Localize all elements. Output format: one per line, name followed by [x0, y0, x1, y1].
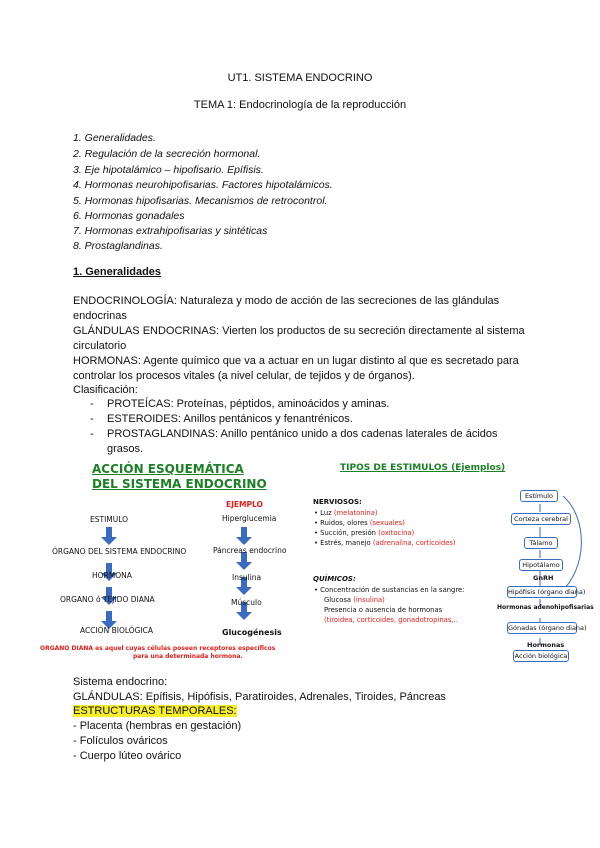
temporal-item: - Placenta (hembras en gestación)	[73, 720, 242, 732]
chemical-line: • Concentración de sustancias en la sangre:	[314, 586, 465, 594]
bullet-esteroides: ESTEROIDES: Anillos pentánicos y fenantrénicos.	[107, 413, 353, 425]
flow-box: Acción biológica	[514, 652, 568, 660]
temporal-item: - Cuerpo lúteo ovárico	[73, 750, 182, 762]
chain-step: ACCIÓN BIOLÓGICA	[80, 626, 154, 635]
doc-title: UT1. SISTEMA ENDOCRINO	[227, 72, 373, 84]
chain-step: ESTIMULO	[90, 515, 129, 524]
chemical-list	[314, 585, 464, 625]
flow-label: Hormonas	[527, 641, 565, 649]
nervous-list	[314, 508, 456, 548]
bullet-prostaglandinas: PROSTAGLANDINAS: Anillo pentánico unido a dos cadenas laterales de ácidos grasos.	[107, 428, 498, 455]
figure-footnote-line1: ORGANO DIANA es aquel cuyas células poseen receptores específicos	[40, 645, 276, 652]
index-item: 4. Hormonas neurohipofisarias. Factores hipotalámicos.	[73, 179, 333, 191]
figure-title-line1: ACCIÓN ESQUEMÁTICA	[92, 462, 244, 476]
paragraph-hormonas: HORMONAS: Agente químico que va a actuar en un lugar distinto al que es secretado para controlar los procesos vitales (a nivel celular, de tejidos y de órganos).	[73, 355, 519, 382]
estructuras-temporales-label: ESTRUCTURAS TEMPORALES:	[73, 705, 237, 717]
paragraph-clasificacion: Clasificación:	[73, 384, 138, 396]
example-step: Hiperglucemia	[222, 514, 277, 523]
nervous-item: • Succión, presión (oxitocina)	[314, 529, 415, 537]
paragraph-endocrinologia: ENDOCRINOLOGÍA: Naturaleza y modo de acción de las secreciones de las glándulas endocrinas	[73, 295, 500, 322]
section-heading: 1. Generalidades	[73, 266, 162, 278]
bullet-dash: -	[90, 428, 94, 440]
sistema-endocrino-line: Sistema endocrino:	[73, 676, 168, 688]
example-step: Páncreas endocrino	[213, 546, 287, 555]
example-step: Músculo	[231, 598, 262, 607]
index-item: 5. Hormonas hipofisarias. Mecanismos de retrocontrol.	[73, 195, 328, 207]
index-item: 2. Regulación de la secreción hormonal.	[73, 148, 261, 160]
example-step: Insulina	[232, 573, 262, 582]
bullet-dash: -	[90, 398, 94, 410]
example-step: Glucogénesis	[222, 628, 282, 637]
nervous-label: NERVIOSOS:	[313, 498, 362, 506]
index-item: 1. Generalidades.	[73, 132, 156, 144]
glandulas-line: GLÁNDULAS: Epífisis, Hipófisis, Paratiroides, Adrenales, Tiroides, Páncreas	[73, 691, 446, 703]
example-label: EJEMPLO	[226, 500, 263, 509]
chemical-label: QUÍMICOS:	[313, 575, 356, 583]
chain-step: HORMONA	[92, 571, 132, 580]
bullet-proteicas: PROTEÍCAS: Proteínas, péptidos, aminoácidos y aminas.	[107, 398, 390, 410]
chain-step: ORGANO ó TEJIDO DIANA	[60, 595, 155, 604]
flow-box: Hipotálamo	[519, 559, 563, 571]
nervous-item: • Estrés, manejo (adrenalina, corticoides)	[314, 539, 456, 547]
arrow-down-icon	[236, 527, 252, 545]
chemical-line: Glucosa (insulina)	[324, 596, 385, 604]
chain-step: ÓRGANO DEL SISTEMA ENDOCRINO	[52, 547, 187, 556]
flow-box: Corteza cerebral	[511, 513, 571, 525]
bullet-dash: -	[90, 413, 94, 425]
paragraph-glandulas: GLÁNDULAS ENDOCRINAS: Vierten los productos de su secreción directamente al sistema circulatorio	[73, 325, 525, 352]
arrow-down-icon	[101, 527, 117, 545]
index-item: 7. Hormonas extrahipofisarias y sintéticas	[73, 225, 268, 237]
figure-footnote-line2: para una determinada hormona.	[133, 653, 243, 660]
flow-label: Hormonas adenohipofisarias	[497, 604, 594, 611]
nervous-item: • Ruidos, olores (sexuales)	[314, 519, 405, 527]
figure-title-line2: DEL SISTEMA ENDOCRINO	[92, 477, 267, 491]
flow-box: Gónadas (órgano diana)	[508, 624, 587, 632]
chemical-line: (tiroidea, corticoides, gonadotropinas,..	[324, 616, 458, 624]
doc-subtitle: TEMA 1: Endocrinología de la reproducción	[193, 99, 407, 111]
temporal-item: - Folículos ováricos	[73, 735, 168, 747]
flow-box: Estímulo	[520, 490, 558, 502]
index-item: 8. Prostaglandinas.	[73, 240, 163, 252]
stimuli-title: TIPOS DE ESTIMULOS (Ejemplos)	[340, 463, 506, 473]
index-item: 6. Hormonas gonadales	[73, 210, 185, 222]
flow-label: GnRH	[533, 574, 554, 582]
index-item: 3. Eje hipotalámico – hipofisario. Epífisis.	[73, 164, 264, 176]
flow-box: Tálamo	[524, 537, 558, 549]
chemical-line: Presencia o ausencia de hormonas	[324, 606, 443, 614]
nervous-item: • Luz (melatonina)	[314, 509, 378, 517]
flow-box: Hipófisis (órgano diana)	[508, 588, 586, 596]
